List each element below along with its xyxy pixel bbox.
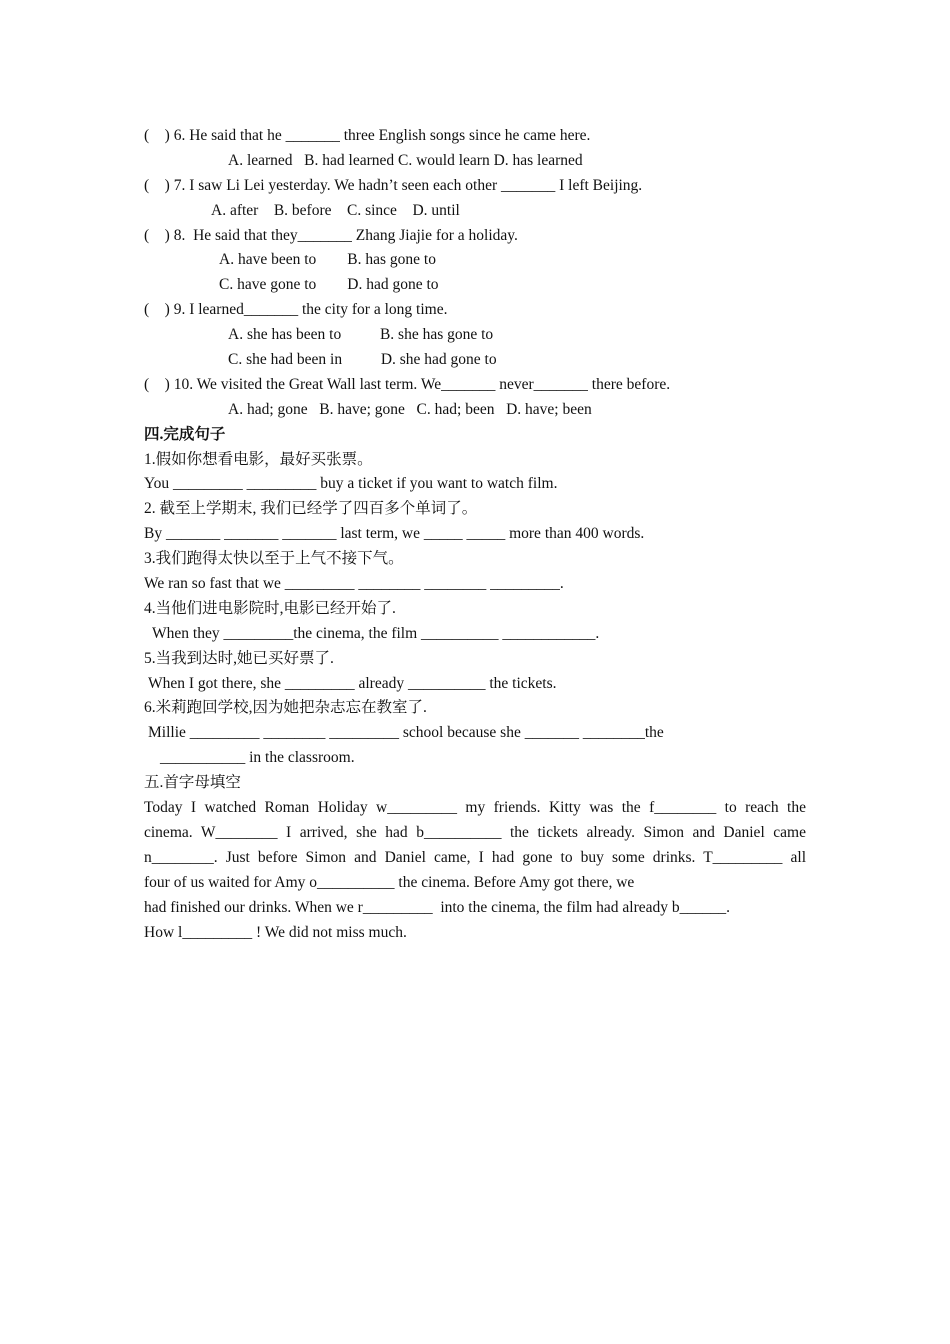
passage-line-3: n________. Just before Simon and Daniel came, I had gone to buy some drinks. T_________ all <box>144 848 806 866</box>
sentence-2-chinese: 2. 截至上学期末, 我们已经学了四百多个单词了。 <box>144 500 478 518</box>
question-7: ( ) 7. I saw Li Lei yesterday. We hadn’t seen each other _______ I left Beijing. <box>144 176 643 194</box>
section-5-title: 五.首字母填空 <box>144 774 241 792</box>
passage-line-2: cinema. W________ I arrived, she had b__________ the tickets already. Simon and Daniel came <box>144 823 806 841</box>
worksheet-page <box>144 124 806 945</box>
question-9-options-cd: C. she had been in D. she had gone to <box>228 351 497 369</box>
sentence-6-english-cont: ___________ in the classroom. <box>160 749 355 767</box>
sentence-4-english: When they _________the cinema, the film __________ ____________. <box>152 624 600 642</box>
question-8: ( ) 8. He said that they_______ Zhang Jiajie for a holiday. <box>144 226 518 244</box>
passage-line-6: How l_________ ! We did not miss much. <box>144 923 407 941</box>
question-6-options: A. learned B. had learned C. would learn D. has learned <box>228 151 583 169</box>
passage-line-5: had finished our drinks. When we r_________ into the cinema, the film had already b______. <box>144 898 730 916</box>
sentence-2-english: By _______ _______ _______ last term, we _____ _____ more than 400 words. <box>144 525 645 543</box>
sentence-3-chinese: 3.我们跑得太快以至于上气不接下气。 <box>144 550 404 568</box>
passage-line-1: Today I watched Roman Holiday w_________ my friends. Kitty was the f________ to reach the <box>144 799 806 817</box>
sentence-1-chinese: 1.假如你想看电影，最好买张票。 <box>144 450 373 468</box>
question-9-options-ab: A. she has been to B. she has gone to <box>228 326 494 344</box>
question-6: ( ) 6. He said that he _______ three English songs since he came here. <box>144 127 591 144</box>
passage-line-4: four of us waited for Amy o__________ the cinema. Before Amy got there, we <box>144 873 635 891</box>
question-8-options-cd: C. have gone to D. had gone to <box>219 276 439 294</box>
question-10-options: A. had; gone B. have; gone C. had; been D. have; been <box>228 400 592 418</box>
sentence-1-english: You _________ _________ buy a ticket if you want to watch film. <box>144 475 558 493</box>
section-4-title: 四.完成句子 <box>144 425 226 443</box>
sentence-6-english: Millie _________ ________ _________ school because she _______ ________the <box>148 724 664 742</box>
sentence-5-chinese: 5.当我到达时,她已买好票了. <box>144 649 334 667</box>
sentence-6-chinese: 6.米莉跑回学校,因为她把杂志忘在教室了. <box>144 699 427 717</box>
sentence-4-chinese: 4.当他们进电影院时,电影已经开始了. <box>144 599 396 617</box>
question-7-options: A. after B. before C. since D. until <box>211 201 460 219</box>
question-8-options-ab: A. have been to B. has gone to <box>219 251 436 269</box>
question-10: ( ) 10. We visited the Great Wall last term. We_______ never_______ there before. <box>144 375 671 393</box>
sentence-5-english: When I got there, she _________ already __________ the tickets. <box>148 674 557 692</box>
sentence-3-english: We ran so fast that we _________ ________ ________ _________. <box>144 575 564 593</box>
question-9: ( ) 9. I learned_______ the city for a long time. <box>144 301 448 319</box>
